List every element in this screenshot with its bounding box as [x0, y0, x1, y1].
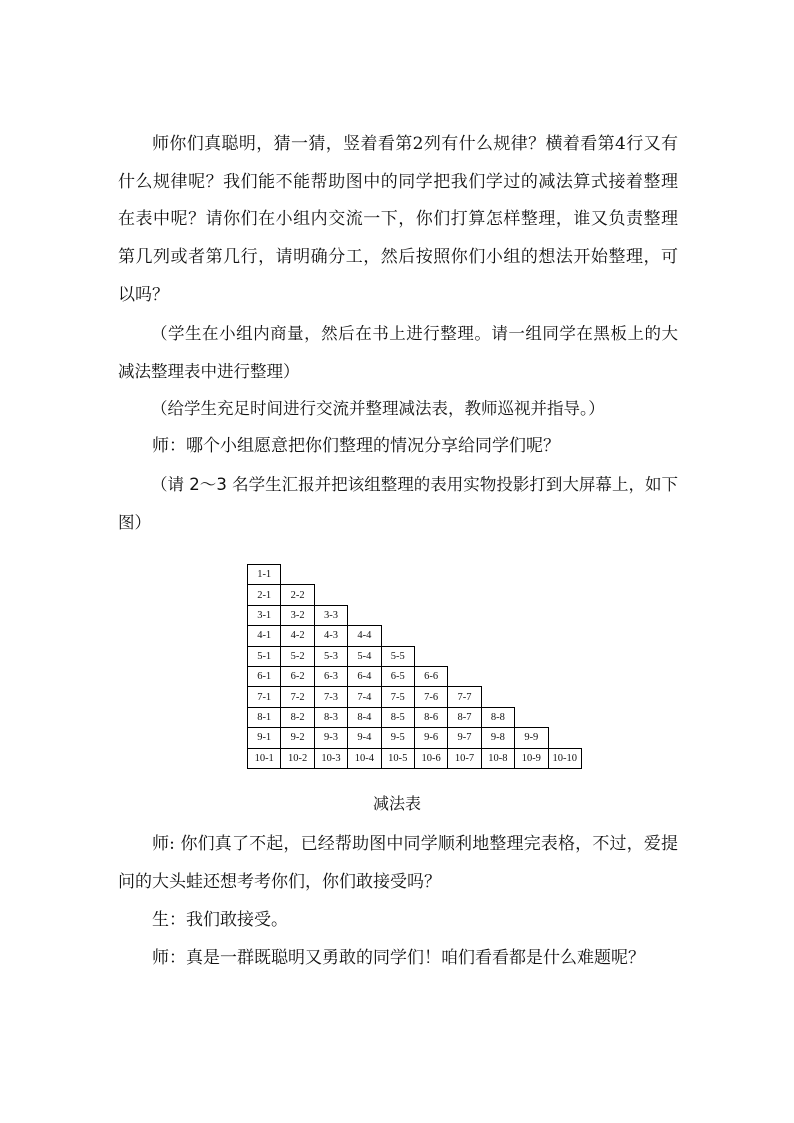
table-cell: 7-2	[281, 687, 314, 707]
table-empty-cell	[414, 565, 447, 585]
table-cell: 10-6	[414, 748, 447, 768]
table-row	[248, 687, 582, 707]
table-empty-cell	[381, 626, 414, 646]
table-row	[248, 728, 582, 748]
table-cell: 10-9	[515, 748, 548, 768]
table-empty-cell	[481, 646, 514, 666]
paragraph-teacher-challenge: 师：真是一群既聪明又勇敢的同学们！咱们看看都是什么难题呢？	[152, 948, 645, 968]
table-row	[248, 565, 582, 585]
table-empty-cell	[515, 666, 548, 686]
table-empty-cell	[414, 646, 447, 666]
table-cell: 10-4	[348, 748, 381, 768]
table-row	[248, 646, 582, 666]
table-cell: 9-6	[414, 728, 447, 748]
table-cell: 8-4	[348, 707, 381, 727]
table-cell: 3-2	[281, 605, 314, 625]
table-cell: 9-4	[348, 728, 381, 748]
table-cell: 6-2	[281, 666, 314, 686]
table-cell: 5-3	[314, 646, 347, 666]
table-empty-cell	[515, 707, 548, 727]
table-cell: 10-3	[314, 748, 347, 768]
table-empty-cell	[381, 565, 414, 585]
table-cell: 9-9	[515, 728, 548, 748]
table-empty-cell	[515, 646, 548, 666]
paragraph-student-activity: （学生在小组内商量，然后在书上进行整理。请一组同学在黑板上的大减法整理表中进行整理）	[118, 324, 678, 381]
table-empty-cell	[314, 565, 347, 585]
table-cell: 7-1	[248, 687, 281, 707]
table-cell: 9-8	[481, 728, 514, 748]
table-empty-cell	[314, 585, 347, 605]
table-empty-cell	[515, 626, 548, 646]
table-cell: 6-6	[414, 666, 447, 686]
table-cell: 8-8	[481, 707, 514, 727]
table-caption: 减法表	[372, 794, 421, 813]
table-empty-cell	[448, 666, 481, 686]
paragraph-teacher-question: 师你们真聪明，猜一猜，竖着看第2列有什么规律？横着看第4行又有什么规律呢？我们能不能帮助图中的同学把我们学过的减法算式接着整理在表中呢？请你们在小组内交流一下，你们打算怎样整理，谁又负责整理第几列或者第几行，请明确分工，然后按照你们小组的想法开始整理，可以吗？	[118, 134, 678, 305]
paragraph-teacher-guidance: （给学生充足时间进行交流并整理减法表，教师巡视并指导。）	[151, 399, 605, 418]
table-cell: 10-8	[481, 748, 514, 768]
table-cell: 8-2	[281, 707, 314, 727]
table-cell: 8-3	[314, 707, 347, 727]
table-cell: 8-6	[414, 707, 447, 727]
table-row	[248, 748, 582, 768]
table-empty-cell	[481, 565, 514, 585]
table-empty-cell	[515, 565, 548, 585]
table-cell: 7-5	[381, 687, 414, 707]
table-empty-cell	[381, 605, 414, 625]
table-cell: 9-2	[281, 728, 314, 748]
table-empty-cell	[348, 585, 381, 605]
table-cell: 6-3	[314, 666, 347, 686]
table-empty-cell	[548, 565, 581, 585]
table-empty-cell	[448, 585, 481, 605]
table-cell: 8-7	[448, 707, 481, 727]
table-cell: 6-4	[348, 666, 381, 686]
table-cell: 8-1	[248, 707, 281, 727]
table-cell: 4-2	[281, 626, 314, 646]
table-cell: 10-1	[248, 748, 281, 768]
table-cell: 7-3	[314, 687, 347, 707]
table-empty-cell	[481, 626, 514, 646]
table-cell: 10-2	[281, 748, 314, 768]
table-empty-cell	[481, 585, 514, 605]
table-cell: 7-4	[348, 687, 381, 707]
table-empty-cell	[548, 626, 581, 646]
table-cell: 4-4	[348, 626, 381, 646]
table-empty-cell	[448, 626, 481, 646]
table-empty-cell	[348, 565, 381, 585]
table-empty-cell	[548, 646, 581, 666]
subtraction-table	[247, 564, 582, 769]
table-cell: 1-1	[248, 565, 281, 585]
subtraction-table-grid	[247, 564, 582, 769]
table-cell: 9-3	[314, 728, 347, 748]
table-empty-cell	[548, 707, 581, 727]
table-empty-cell	[448, 605, 481, 625]
table-cell: 2-1	[248, 585, 281, 605]
table-row	[248, 707, 582, 727]
table-empty-cell	[548, 605, 581, 625]
table-empty-cell	[414, 626, 447, 646]
table-empty-cell	[348, 605, 381, 625]
table-empty-cell	[548, 728, 581, 748]
table-cell: 10-10	[548, 748, 581, 768]
table-cell: 6-1	[248, 666, 281, 686]
table-cell: 10-5	[381, 748, 414, 768]
table-row	[248, 605, 582, 625]
paragraph-student-report: （请 2～3 名学生汇报并把该组整理的表用实物投影打到大屏幕上，如下图）	[118, 475, 678, 532]
table-row	[248, 626, 582, 646]
table-cell: 5-5	[381, 646, 414, 666]
table-empty-cell	[548, 687, 581, 707]
table-cell: 7-6	[414, 687, 447, 707]
table-empty-cell	[481, 687, 514, 707]
table-cell: 9-5	[381, 728, 414, 748]
table-cell: 6-5	[381, 666, 414, 686]
paragraph-teacher-praise: 师: 你们真了不起，已经帮助图中同学顺利地整理完表格，不过，爱提问的大头蛙还想考考你们，你们敢接受吗？	[118, 834, 678, 892]
table-empty-cell	[448, 565, 481, 585]
table-cell: 9-7	[448, 728, 481, 748]
table-cell: 3-1	[248, 605, 281, 625]
table-row	[248, 666, 582, 686]
table-empty-cell	[414, 605, 447, 625]
table-empty-cell	[515, 687, 548, 707]
table-empty-cell	[414, 585, 447, 605]
table-empty-cell	[481, 666, 514, 686]
paragraph-teacher-share: 师：哪个小组愿意把你们整理的情况分享给同学们呢？	[152, 436, 560, 456]
table-empty-cell	[515, 585, 548, 605]
table-cell: 5-1	[248, 646, 281, 666]
table-cell: 8-5	[381, 707, 414, 727]
table-empty-cell	[548, 666, 581, 686]
table-cell: 2-2	[281, 585, 314, 605]
table-cell: 5-2	[281, 646, 314, 666]
table-cell: 9-1	[248, 728, 281, 748]
table-empty-cell	[548, 585, 581, 605]
table-empty-cell	[481, 605, 514, 625]
table-cell: 7-7	[448, 687, 481, 707]
paragraph-student-answer: 生：我们敢接受。	[152, 910, 288, 930]
table-cell: 5-4	[348, 646, 381, 666]
table-row	[248, 585, 582, 605]
table-empty-cell	[281, 565, 314, 585]
table-empty-cell	[448, 646, 481, 666]
table-cell: 4-1	[248, 626, 281, 646]
table-cell: 4-3	[314, 626, 347, 646]
table-cell: 3-3	[314, 605, 347, 625]
table-cell: 10-7	[448, 748, 481, 768]
table-empty-cell	[381, 585, 414, 605]
table-empty-cell	[515, 605, 548, 625]
